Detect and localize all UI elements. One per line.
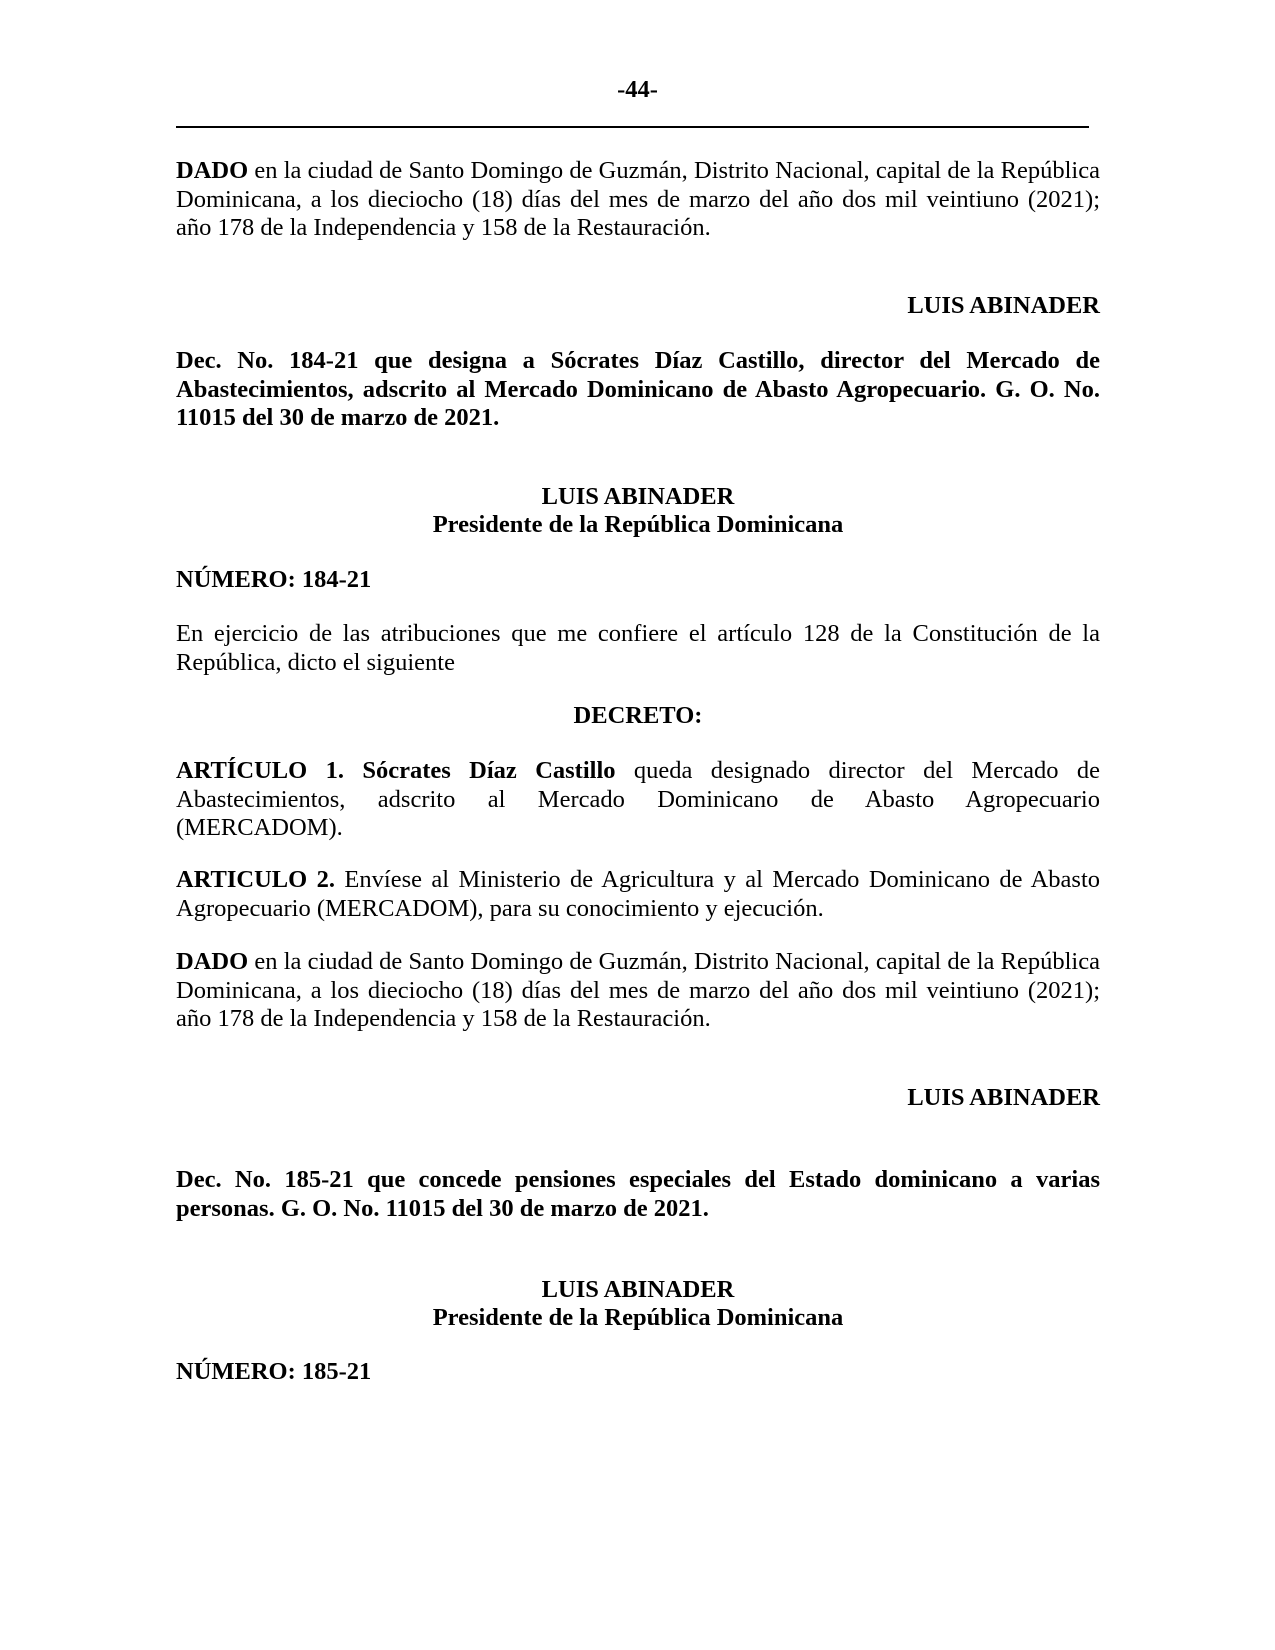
decree-185-issuer-role: Presidente de la República Dominicana [432,1304,844,1331]
article-1-line-1-rest: queda designado director del Mercado de [615,757,1101,784]
decree-185-title: Dec. No. 185-21 que concede pensiones especiales del Estado dominicano a varias personas. G. O. No. 11015 del 30 de marzo de 2021. [176,1166,1100,1222]
decree-184-number: NÚMERO: 184-21 [176,566,372,593]
dado-label: DADO [176,157,249,184]
decree-184-title: Dec. No. 184-21 que designa a Sócrates Díaz Castillo, director del Mercado de Abastecimientos, adscrito al Mercado Dominicano de Abasto Agropecuario. G. O. No. 11015 del 30 de marzo de 2021. [176,347,1100,431]
article-1-name: Sócrates Díaz Castillo [343,757,616,784]
decree-184-article-2 [176,866,1100,923]
decree-184-dado-paragraph [176,948,1100,1034]
decree-184-issuer-name: LUIS ABINADER [541,483,735,510]
decree-184-issuer-role: Presidente de la República Dominicana [432,511,844,538]
decree-185-issuer-name: LUIS ABINADER [541,1276,735,1303]
page-number: -44- [617,76,658,103]
header-rule [176,126,1089,128]
article-1-label: ARTÍCULO 1. [176,757,344,784]
decree-184-heading: DECRETO: [573,702,703,729]
article-1-line-2: Abastecimientos, adscrito al Mercado Dominicano de Abasto Agropecuario [176,785,1100,813]
article-2-text: Envíese al Ministerio de Agricultura y al Mercado Dominicano de Abasto Agropecuario (MERCADOM), para su conocimiento y ejecución. [176,866,1101,922]
article-1-line-1 [176,757,1100,786]
signature-previous: LUIS ABINADER [907,292,1100,319]
decree-184-preamble: En ejercicio de las atribuciones que me confiere el artículo 128 de la Constitución de la República, dicto el siguiente [176,620,1100,676]
article-1-line-3: (MERCADOM). [176,814,343,841]
dado-text: en la ciudad de Santo Domingo de Guzmán, Distrito Nacional, capital de la República Dominicana, a los dieciocho (18) días del mes de marzo del año dos mil veintiuno (2021); año 178 de la Independencia y 158 de la Restauración. [176,157,1100,241]
article-2-label: ARTICULO 2. [176,866,335,893]
dado-paragraph-previous [176,157,1100,243]
decree-184-signature: LUIS ABINADER [907,1084,1100,1111]
decree-184-article-1 [176,757,1100,843]
dado-text: en la ciudad de Santo Domingo de Guzmán, Distrito Nacional, capital de la República Dominicana, a los dieciocho (18) días del mes de marzo del año dos mil veintiuno (2021); año 178 de la Independencia y 158 de la Restauración. [176,948,1100,1032]
decree-185-number: NÚMERO: 185-21 [176,1358,372,1385]
dado-label: DADO [176,948,249,975]
